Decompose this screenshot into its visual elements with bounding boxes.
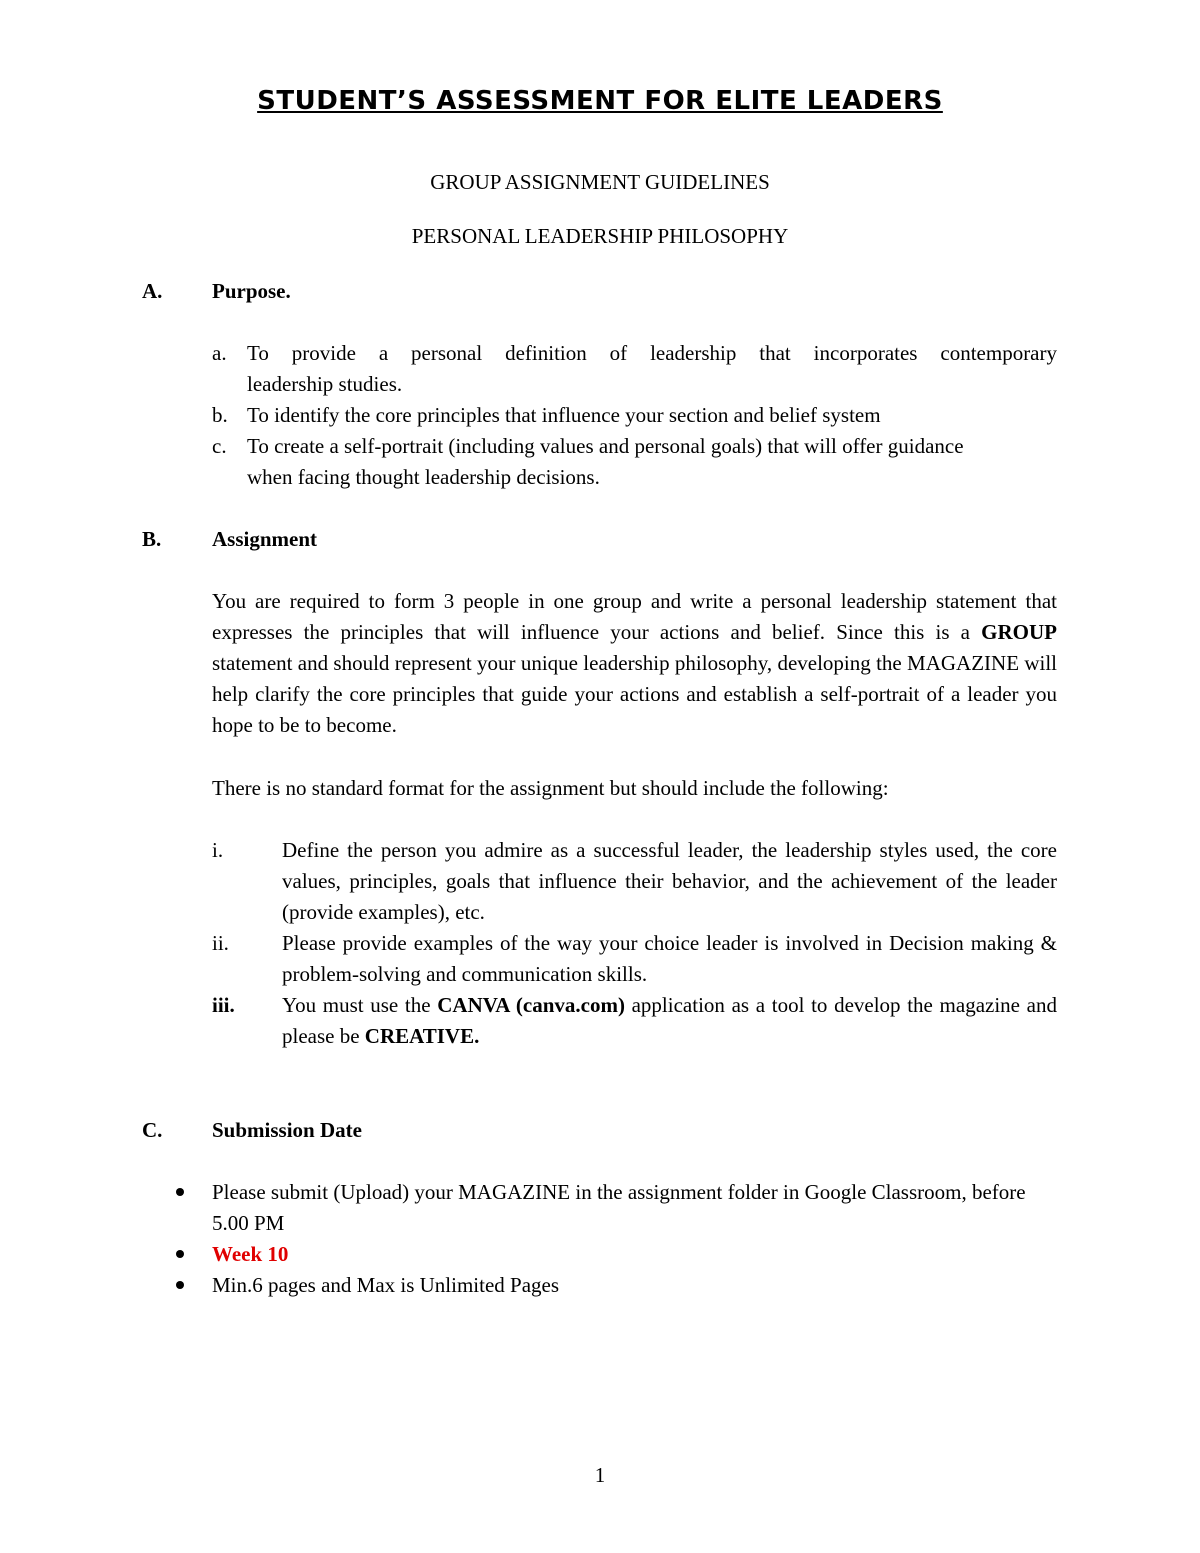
purpose-marker-a: a. [212,341,227,365]
section-a-letter: A. [142,279,163,303]
requirement-iii-text1: You must use the [282,993,438,1017]
requirement-item-i: Define the person you admire as a successful leader, the leadership styles used, the core values, principles, goals that influence their behavior, and the achievement of the leader (provide examples), etc. [282,838,1057,924]
purpose-marker-c: c. [212,434,227,458]
section-a-heading: Purpose. [212,279,291,303]
bullet-icon [176,1281,184,1289]
assignment-paragraph-part1: You are required to form 3 people in one group and write a personal leadership statement that expresses the principles that will influence your actions and belief. Since this is a [212,589,1057,644]
purpose-marker-b: b. [212,403,228,427]
requirement-iii-creative: CREATIVE. [364,1024,480,1048]
requirement-item-iii [282,990,1057,1052]
requirement-marker-i: i. [212,838,224,862]
submission-bullet-week: Week 10 [212,1242,289,1266]
page-number: 1 [594,1463,606,1487]
section-b-letter: B. [142,527,162,551]
requirement-marker-iii: iii. [212,993,235,1017]
requirement-item-ii: Please provide examples of the way your choice leader is involved in Decision making & problem-solving and communication skills. [282,931,1057,986]
purpose-item-c-line1: To create a self-portrait (including values and personal goals) that will offer guidance [247,434,964,458]
assignment-paragraph-group: GROUP [981,620,1057,644]
subtitle-guidelines: GROUP ASSIGNMENT GUIDELINES [430,170,770,194]
assignment-paragraph-part2: statement and should represent your unique leadership philosophy, developing the MAGAZINE will help clarify the core principles that guide your actions and establish a self-portrait of a leader you hope to be to become. [212,651,1057,737]
bullet-icon [176,1188,184,1196]
purpose-item-c-line2: when facing thought leadership decisions. [247,465,600,489]
submission-bullet-1: Please submit (Upload) your MAGAZINE in the assignment folder in Google Classroom, before 5.00 PM [212,1180,1026,1235]
requirement-iii-canva: CANVA (canva.com) [437,993,625,1017]
purpose-item-a-line2: leadership studies. [247,372,403,396]
format-paragraph: There is no standard format for the assignment but should include the following: [212,776,889,800]
subtitle-philosophy: PERSONAL LEADERSHIP PHILOSOPHY [411,224,789,248]
section-c-heading: Submission Date [212,1118,362,1142]
submission-bullet-pages: Min.6 pages and Max is Unlimited Pages [212,1273,560,1297]
requirement-marker-ii: ii. [212,931,229,955]
section-c-letter: C. [142,1118,163,1142]
purpose-item-a-line1: To provide a personal definition of leadership that incorporates contemporary [247,341,1057,365]
bullet-icon [176,1250,184,1258]
assignment-paragraph [212,586,1057,741]
document-title: STUDENT’S ASSESSMENT FOR ELITE LEADERS [257,86,943,116]
purpose-item-b: To identify the core principles that influence your section and belief system [247,403,881,427]
requirement-iii-text2: application as a tool to develop the magazine and please be [282,993,1057,1048]
section-b-heading: Assignment [212,527,318,551]
